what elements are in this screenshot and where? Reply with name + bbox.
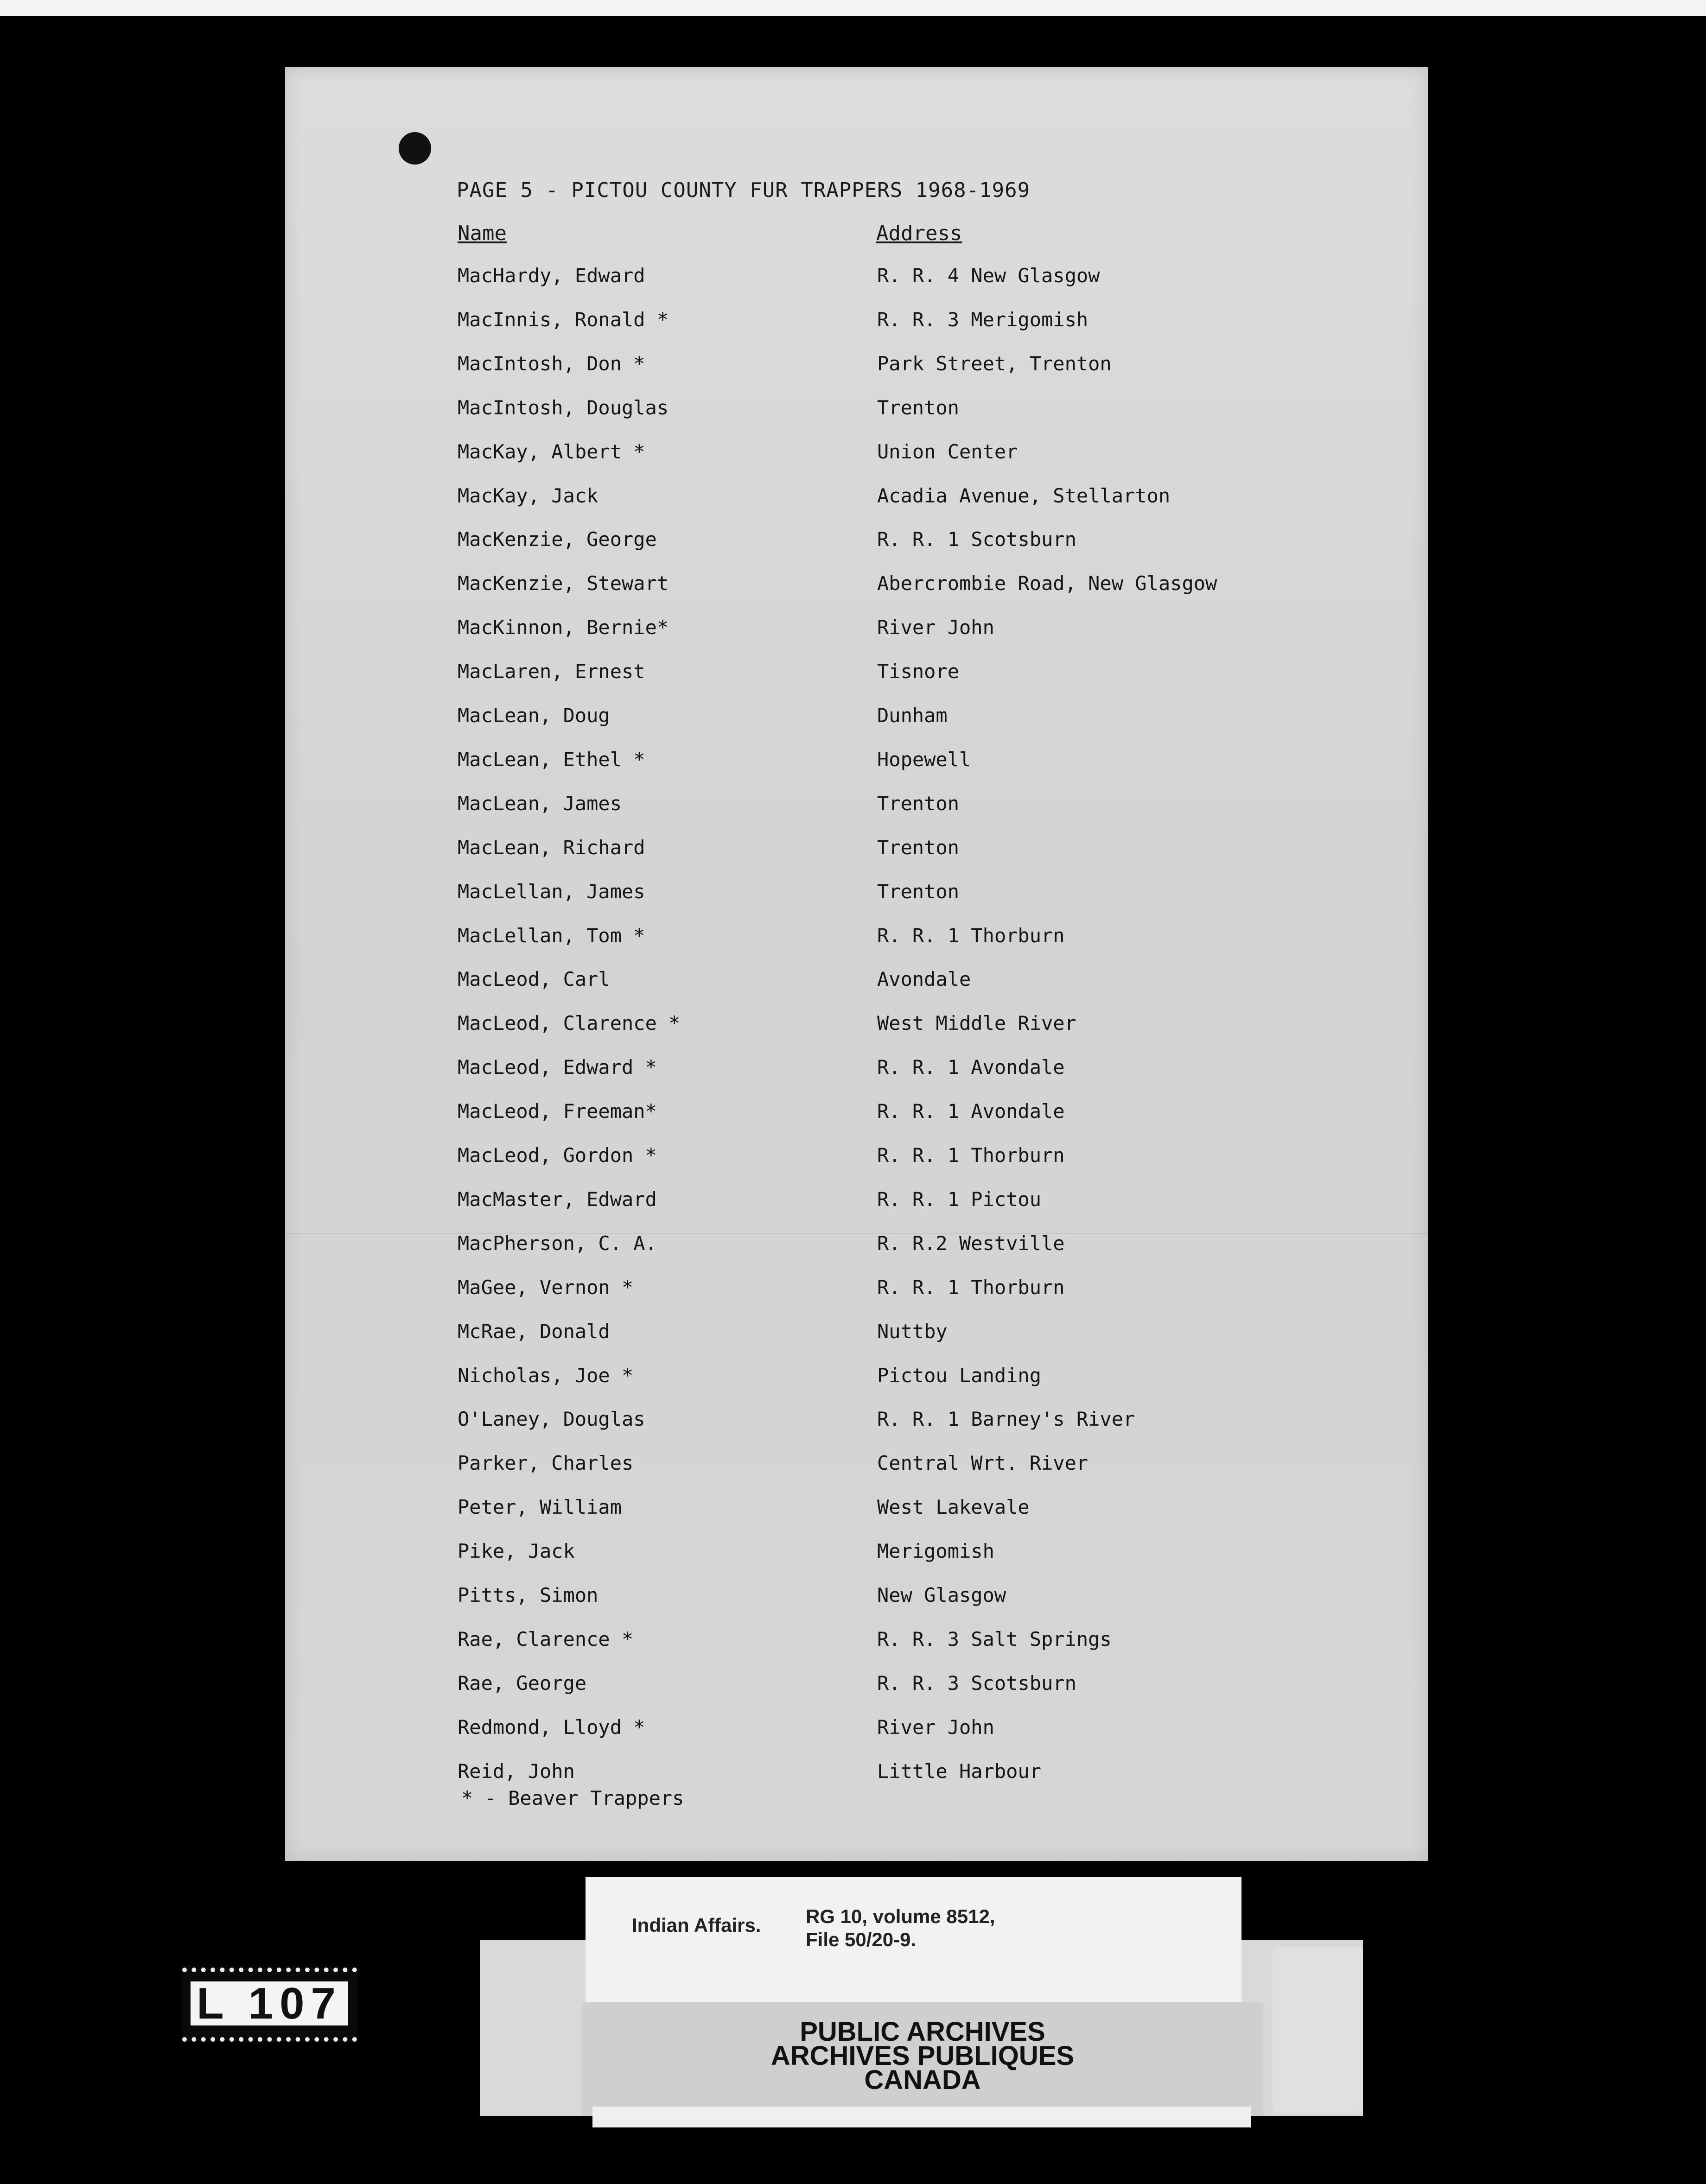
list-item: [0, 1320, 1113, 1364]
trapper-name: Reid, John: [458, 1759, 575, 1783]
frame-label-text: L 107: [191, 1981, 348, 2025]
trapper-name: O'Laney, Douglas: [458, 1408, 645, 1431]
list-item: [0, 1012, 1113, 1056]
stamp-line-3: CANADA: [864, 2065, 981, 2095]
department-label: Indian Affairs.: [632, 1914, 761, 1936]
list-item: [0, 1628, 1113, 1672]
trapper-address: River John: [877, 616, 994, 639]
list-item: [0, 1056, 1113, 1100]
trapper-name: Pike, Jack: [458, 1540, 575, 1563]
trapper-name: MacKenzie, George: [458, 528, 657, 551]
trapper-address: West Lakevale: [877, 1496, 1030, 1519]
trapper-address: Trenton: [877, 836, 960, 859]
list-item: [0, 968, 1113, 1012]
trapper-name: MacHardy, Edward: [458, 264, 645, 287]
trapper-address: R. R.2 Westville: [877, 1232, 1065, 1255]
trapper-address: R. R. 1 Thorburn: [877, 924, 1065, 947]
list-item: [0, 1188, 1113, 1232]
trapper-name: MacKenzie, Stewart: [458, 572, 669, 595]
list-item: [0, 616, 1113, 660]
trapper-address: Nuttby: [877, 1320, 948, 1343]
trapper-address: R. R. 4 New Glasgow: [877, 264, 1100, 287]
list-item: [0, 1584, 1113, 1628]
list-item: [0, 1276, 1113, 1320]
list-item: [0, 880, 1113, 924]
reference-line-2: File 50/20-9.: [806, 1929, 917, 1950]
trapper-address: Abercrombie Road, New Glasgow: [877, 572, 1217, 595]
trapper-name: MacLeod, Freeman*: [458, 1100, 657, 1123]
list-item: [0, 704, 1113, 748]
list-item: [0, 1232, 1113, 1276]
list-item: [0, 924, 1113, 968]
trapper-address: River John: [877, 1715, 994, 1739]
trapper-name: MacPherson, C. A.: [458, 1232, 657, 1255]
stamp-strip: [592, 2107, 1251, 2127]
list-item: [0, 484, 1171, 528]
trapper-address: Union Center: [877, 440, 1018, 463]
trapper-name: MacKay, Jack: [458, 484, 598, 507]
trapper-address: New Glasgow: [877, 1584, 1006, 1606]
trapper-name: MacMaster, Edward: [458, 1187, 657, 1211]
list-item: [0, 352, 1113, 396]
trapper-name: MacKay, Albert *: [458, 440, 645, 463]
list-item: [0, 528, 1113, 572]
trapper-address: Merigomish: [877, 1540, 994, 1563]
list-item: [0, 1144, 1113, 1188]
trapper-address: Little Harbour: [877, 1759, 1042, 1783]
trapper-name: MacIntosh, Douglas: [458, 396, 669, 419]
frame-label: [182, 1968, 357, 2042]
trapper-address: Central Wrt. River: [877, 1452, 1089, 1475]
list-item: [0, 1496, 1113, 1540]
trapper-name: Nicholas, Joe *: [458, 1364, 634, 1387]
list-item: [0, 1716, 1113, 1760]
list-item: [0, 308, 1113, 352]
list-item: [0, 264, 1113, 308]
list-item: [0, 1100, 1113, 1144]
list-item: [0, 1672, 1113, 1716]
trapper-name: MacKinnon, Bernie*: [458, 616, 669, 639]
list-item: [0, 440, 1113, 484]
trapper-address: R. R. 3 Merigomish: [877, 308, 1089, 331]
trapper-name: Parker, Charles: [458, 1452, 634, 1475]
trapper-address: R. R. 1 Avondale: [877, 1100, 1065, 1123]
reference-block: [806, 1905, 995, 1951]
list-item: [0, 1452, 1113, 1496]
trapper-name: McRae, Donald: [458, 1320, 610, 1343]
trapper-name: MacLeod, Clarence *: [458, 1012, 681, 1035]
trapper-name: Rae, George: [458, 1671, 587, 1695]
address-column-header: Address: [876, 222, 962, 245]
trapper-address: R. R. 1 Scotsburn: [877, 528, 1076, 551]
list-item: [0, 1364, 1113, 1408]
film-edge: [0, 0, 1706, 16]
trapper-name: Redmond, Lloyd *: [458, 1715, 645, 1739]
trapper-address: Avondale: [877, 968, 971, 991]
trapper-name: MacLeod, Carl: [458, 968, 610, 991]
trapper-name: MacIntosh, Don *: [458, 352, 645, 375]
name-column-header: Name: [458, 222, 507, 245]
trapper-address: Tisnore: [877, 660, 960, 683]
trapper-address: Trenton: [877, 880, 960, 903]
trapper-address: West Middle River: [877, 1012, 1076, 1035]
trapper-name: MacLellan, Tom *: [458, 924, 645, 947]
trapper-address: R. R. 1 Thorburn: [877, 1276, 1065, 1299]
trapper-name: MacLean, Richard: [458, 836, 645, 859]
trapper-address: R. R. 3 Scotsburn: [877, 1671, 1076, 1695]
trapper-address: Acadia Avenue, Stellarton: [877, 484, 1171, 507]
trapper-name: MacLean, Doug: [458, 704, 610, 727]
trapper-name: MacLean, Ethel *: [458, 748, 645, 771]
stamp-line-2: ARCHIVES PUBLIQUES: [770, 2041, 1075, 2071]
trapper-address: Dunham: [877, 704, 948, 727]
stamp-tab: [1273, 1947, 1363, 2114]
archive-reference-slip: [586, 1877, 1241, 2007]
list-item: [0, 748, 1113, 792]
trapper-address: R. R. 3 Salt Springs: [877, 1627, 1112, 1651]
list-item: [0, 572, 1217, 616]
list-item: [0, 836, 1113, 880]
trapper-name: Peter, William: [458, 1496, 622, 1519]
trapper-name: MacLean, James: [458, 792, 622, 815]
trapper-address: Trenton: [877, 792, 960, 815]
trapper-name: Rae, Clarence *: [458, 1627, 634, 1651]
trapper-name: MacLaren, Ernest: [458, 660, 645, 683]
trapper-name: MacLeod, Edward *: [458, 1056, 657, 1079]
trapper-address: Pictou Landing: [877, 1364, 1042, 1387]
trapper-name: MacInnis, Ronald *: [458, 308, 669, 331]
trapper-name: MaGee, Vernon *: [458, 1276, 634, 1299]
trapper-name: MacLeod, Gordon *: [458, 1144, 657, 1167]
list-item: [0, 396, 1113, 440]
trapper-address: R. R. 1 Pictou: [877, 1187, 1042, 1211]
stamp-line-1: PUBLIC ARCHIVES: [800, 2017, 1045, 2047]
trapper-name: MacLellan, James: [458, 880, 645, 903]
list-item: [0, 1408, 1135, 1452]
trapper-address: Park Street, Trenton: [877, 352, 1112, 375]
trapper-name: Pitts, Simon: [458, 1584, 598, 1606]
trapper-address: R. R. 1 Barney's River: [877, 1408, 1135, 1431]
archives-stamp: [582, 2002, 1263, 2116]
reference-line-1: RG 10, volume 8512,: [806, 1905, 995, 1927]
document-title: PAGE 5 - PICTOU COUNTY FUR TRAPPERS 1968-1969: [457, 178, 1031, 202]
list-item: [0, 660, 1113, 704]
list-item: [0, 792, 1113, 836]
trapper-address: Hopewell: [877, 748, 971, 771]
footnote: * - Beaver Trappers: [461, 1787, 684, 1809]
list-item: [0, 1540, 1113, 1584]
punch-hole: [399, 132, 431, 165]
trapper-address: Trenton: [877, 396, 960, 419]
trapper-address: R. R. 1 Thorburn: [877, 1144, 1065, 1167]
trapper-address: R. R. 1 Avondale: [877, 1056, 1065, 1079]
